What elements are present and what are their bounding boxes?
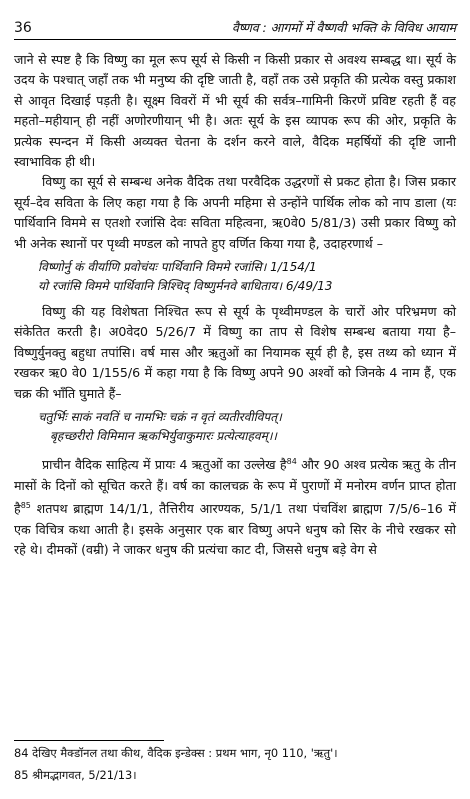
- paragraph-4: [14, 452, 456, 560]
- footnote-ref-84[interactable]: 84: [286, 457, 297, 467]
- footnote-85: 85 श्रीमद्भागवत, 5/21/13।: [14, 768, 137, 782]
- running-title: वैष्णव : आगमों में वैष्णवी भक्ति के विविध आयाम: [231, 20, 456, 35]
- verse-line: विष्णोर्नु कं वीर्याणि प्रवोचंयः पार्थिवानि विममे रजांसि। 1/154/1: [38, 260, 317, 275]
- verse-line: यो रजांसि विममे पार्थिवानि त्रिश्चिद् विष्णुर्मनवे बाधिताय। 6/49/13: [38, 279, 333, 294]
- verse-line: बृहच्छरीरो विमिमान ऋकभिर्युवाकुमारः प्रत्येत्याहवम्।।: [50, 429, 277, 444]
- verse-block-2: [38, 408, 456, 446]
- paragraph-2: विष्णु का सूर्य से सम्बन्ध अनेक वैदिक तथा परवैदिक उद्धरणों से प्रकट होता है। जिस प्रकार सूर्य–देव सविता के लिए कहा गया है कि अपनी महिमा से उन्होंने पार्थिक लोक को नाप डाला (यः पार्थिवानि विममे स एतशो रजांसि देवः सविता महित्वना, ऋ0वे0 5/81/3) उसी प्रकार विष्णु को भी अनेक स्थानों पर पृथ्वी मण्डल को नापते हुए वर्णित किया गया है, उदाहरणार्थ –: [14, 174, 456, 251]
- paragraph-1: जाने से स्पष्ट है कि विष्णु का मूल रूप सूर्य से किसी न किसी प्रकार से अवश्य सम्बद्ध था। सूर्य के उदय के पश्चात् जहाँ तक भी मनुष्य की दृष्टि जाती है, वहाँ तक उसे प्रकृति की प्रत्येक वस्तु प्रकाश से आवृत दिखाई पड़ती है। सूक्ष्म विवरों में भी सूर्य की सर्वत्र–गामिनी किरणें प्रविष्ट रहती हैं वह महतो–महीयान् ही नहीं अणोरणीयान् भी है। अतः सूर्य के इस व्यापक रूप की ओर, प्रकृति के प्रत्येक स्पन्दन में किसी अव्यक्त चेतना के दर्शन करने वाले, वैदिक महर्षियों की दृष्टि जानी स्वाभाविक ही थी।: [14, 52, 456, 170]
- page-body: [14, 50, 456, 561]
- footnote-ref-85[interactable]: 85: [20, 501, 31, 511]
- paragraph-4-part-1: प्राचीन वैदिक साहित्य में प्रायः 4 ऋतुओं का उल्लेख है: [42, 457, 287, 473]
- verse-line: चतुर्भिः साकं नवतिं च नामभिः चक्रं न वृतं व्यतीरवीविपत्।: [38, 410, 282, 425]
- page-header: [14, 14, 456, 40]
- footnotes: [14, 742, 456, 786]
- paragraph-4-part-2: और 90 अश्व प्रत्येक ऋतु के तीन मासों के दिनों को सूचित करते हैं। वर्ष का कालचक्र के रूप में पुराणों में मनोरम वर्णन प्राप्त होता है: [14, 457, 456, 517]
- paragraph-3: विष्णु की यह विशेषता निश्चित रूप से सूर्य के पृथ्वीमण्डल के चारों ओर परिभ्रमण को संकेतित करती है। अ0वेद0 5/26/7 में विष्णु का ताप से विशेष सम्बन्ध बताया गया है– विष्णुर्युनक्तु बहुधा तपांसि। वर्ष मास और ऋतुओं का नियामक सूर्य ही है, इस तथ्य को ध्यान में रखकर ऋ0 वे0 1/155/6 में कहा गया है कि विष्णु अपने 90 अश्वों को जिनके 4 नाम हैं, एक चक्र की भाँति घुमाते हैं–: [14, 304, 456, 401]
- page-number: 36: [14, 20, 32, 36]
- verse-block-1: [38, 258, 456, 296]
- paragraph-4-part-3: शतपथ ब्राह्मण 14/1/1, तैत्तिरीय आरण्यक, 5/1/1 तथा पंचविंश ब्राह्मण 7/5/6–16 में एक विचित्र कथा आती है। इसके अनुसार एक बार विष्णु अपने धनुष को सिर के नीचे रखकर सो रहे थे। दीमकों (वम्री) ने जाकर धनुष की प्रत्यंचा काट दी, जिससे धनुष बड़े वेग से: [14, 501, 456, 558]
- footnote-84: 84 देखिए मैक्डॉनल तथा कीथ, वैदिक इन्डेक्स : प्रथम भाग, नृ0 110, 'ऋतु'।: [14, 746, 338, 760]
